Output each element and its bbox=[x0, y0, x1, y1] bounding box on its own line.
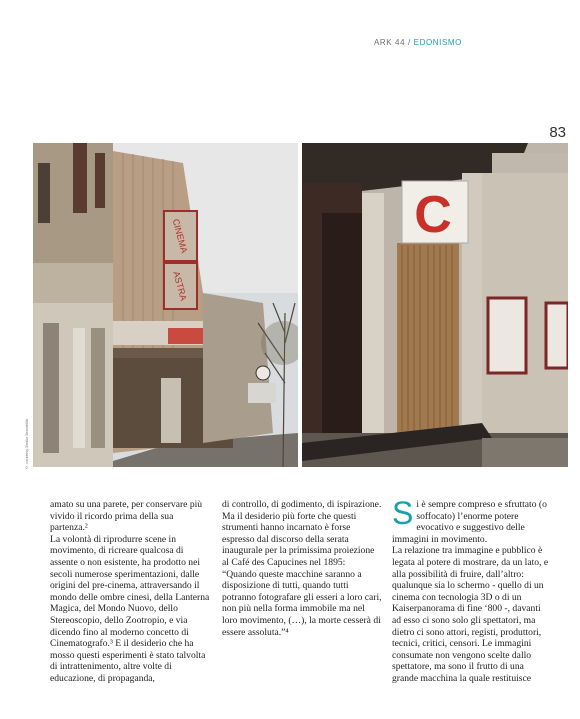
col2-para-2: Ma il desiderio più forte che questi strumenti hanno incarnato è forse espresso dal discorso della serata inaugurale per la primissima proiezione al Café des Capucines nel 1895: “Quando queste macchine saranno a disposizione di tutti, quando tutti potranno fotografare gli esseri a loro cari, non più nella forma immobile ma nel loro movimento, (…), la morte cesserà di essere assoluta.”⁴ bbox=[222, 510, 382, 638]
text-column-3 bbox=[392, 495, 552, 685]
col2-para-1: di controllo, di godimento, di ispirazione. bbox=[222, 499, 382, 510]
photo-credit: © courtesy Emilio Brambilla bbox=[24, 418, 29, 470]
c-sign-letter: C bbox=[414, 186, 452, 244]
col1-para-2: La volontà di riprodurre scene in movimento, di ricreare qualcosa di assente o non esistente, ha prodotto nei secoli numerose sperimentazioni, dalle origini del pre-cinema, attraversando il mondo delle ombre cinesi, della Lanterna Magica, del Mondo Nuovo, dello Stereoscopio, dello Zootropio, e via dicendo fino al moderno concetto di Cinematografo.³ E il desiderio che ha mosso questi esperimenti è stato talvolta di intrattenimento, altre volte di educazione, di propaganda, bbox=[50, 533, 210, 684]
photo-c-sign-building bbox=[302, 143, 568, 467]
text-column-1 bbox=[50, 499, 210, 685]
running-header bbox=[374, 38, 462, 47]
photo-cinema-street bbox=[33, 143, 298, 467]
text-column-2 bbox=[222, 499, 382, 638]
col1-para-1: amato su una parete, per conservare più vivido il ricordo prima della sua partenza.² bbox=[50, 499, 203, 534]
photo-cinema-street-image bbox=[33, 143, 298, 467]
cinema-sign-text: CINEMA bbox=[170, 217, 190, 255]
drop-cap: S bbox=[392, 495, 414, 531]
page-number: 83 bbox=[549, 124, 566, 141]
section-label: EDONISMO bbox=[413, 38, 462, 47]
col3-para-1: i è sempre compreso e sfruttato (o soffocato) l’enorme potere evocativo e suggestivo delle immagini in movimento. bbox=[392, 499, 547, 545]
astra-sign-text: ASTRA bbox=[171, 270, 189, 302]
col3-para-2: La relazione tra immagine e pubblico è legata al potere di mostrare, da un lato, e alla possibilità di fruire, dall’altro: qualunque sia lo schermo - quello di un cinema con tecnologia 3D o di un Kaiserpanorama di fine ‘800 -, davanti ad esso ci sono solo gli spettatori, ma dietro ci sono attori, registi, produttori, tecnici, critici, censori. Le immagini consumate non vengono scelte dallo spettatore, ma sono il frutto di una grande macchina la quale restituisce bbox=[392, 545, 549, 684]
photo-c-sign-building-image bbox=[302, 143, 568, 467]
issue-label: ARK 44 / bbox=[373, 38, 411, 47]
